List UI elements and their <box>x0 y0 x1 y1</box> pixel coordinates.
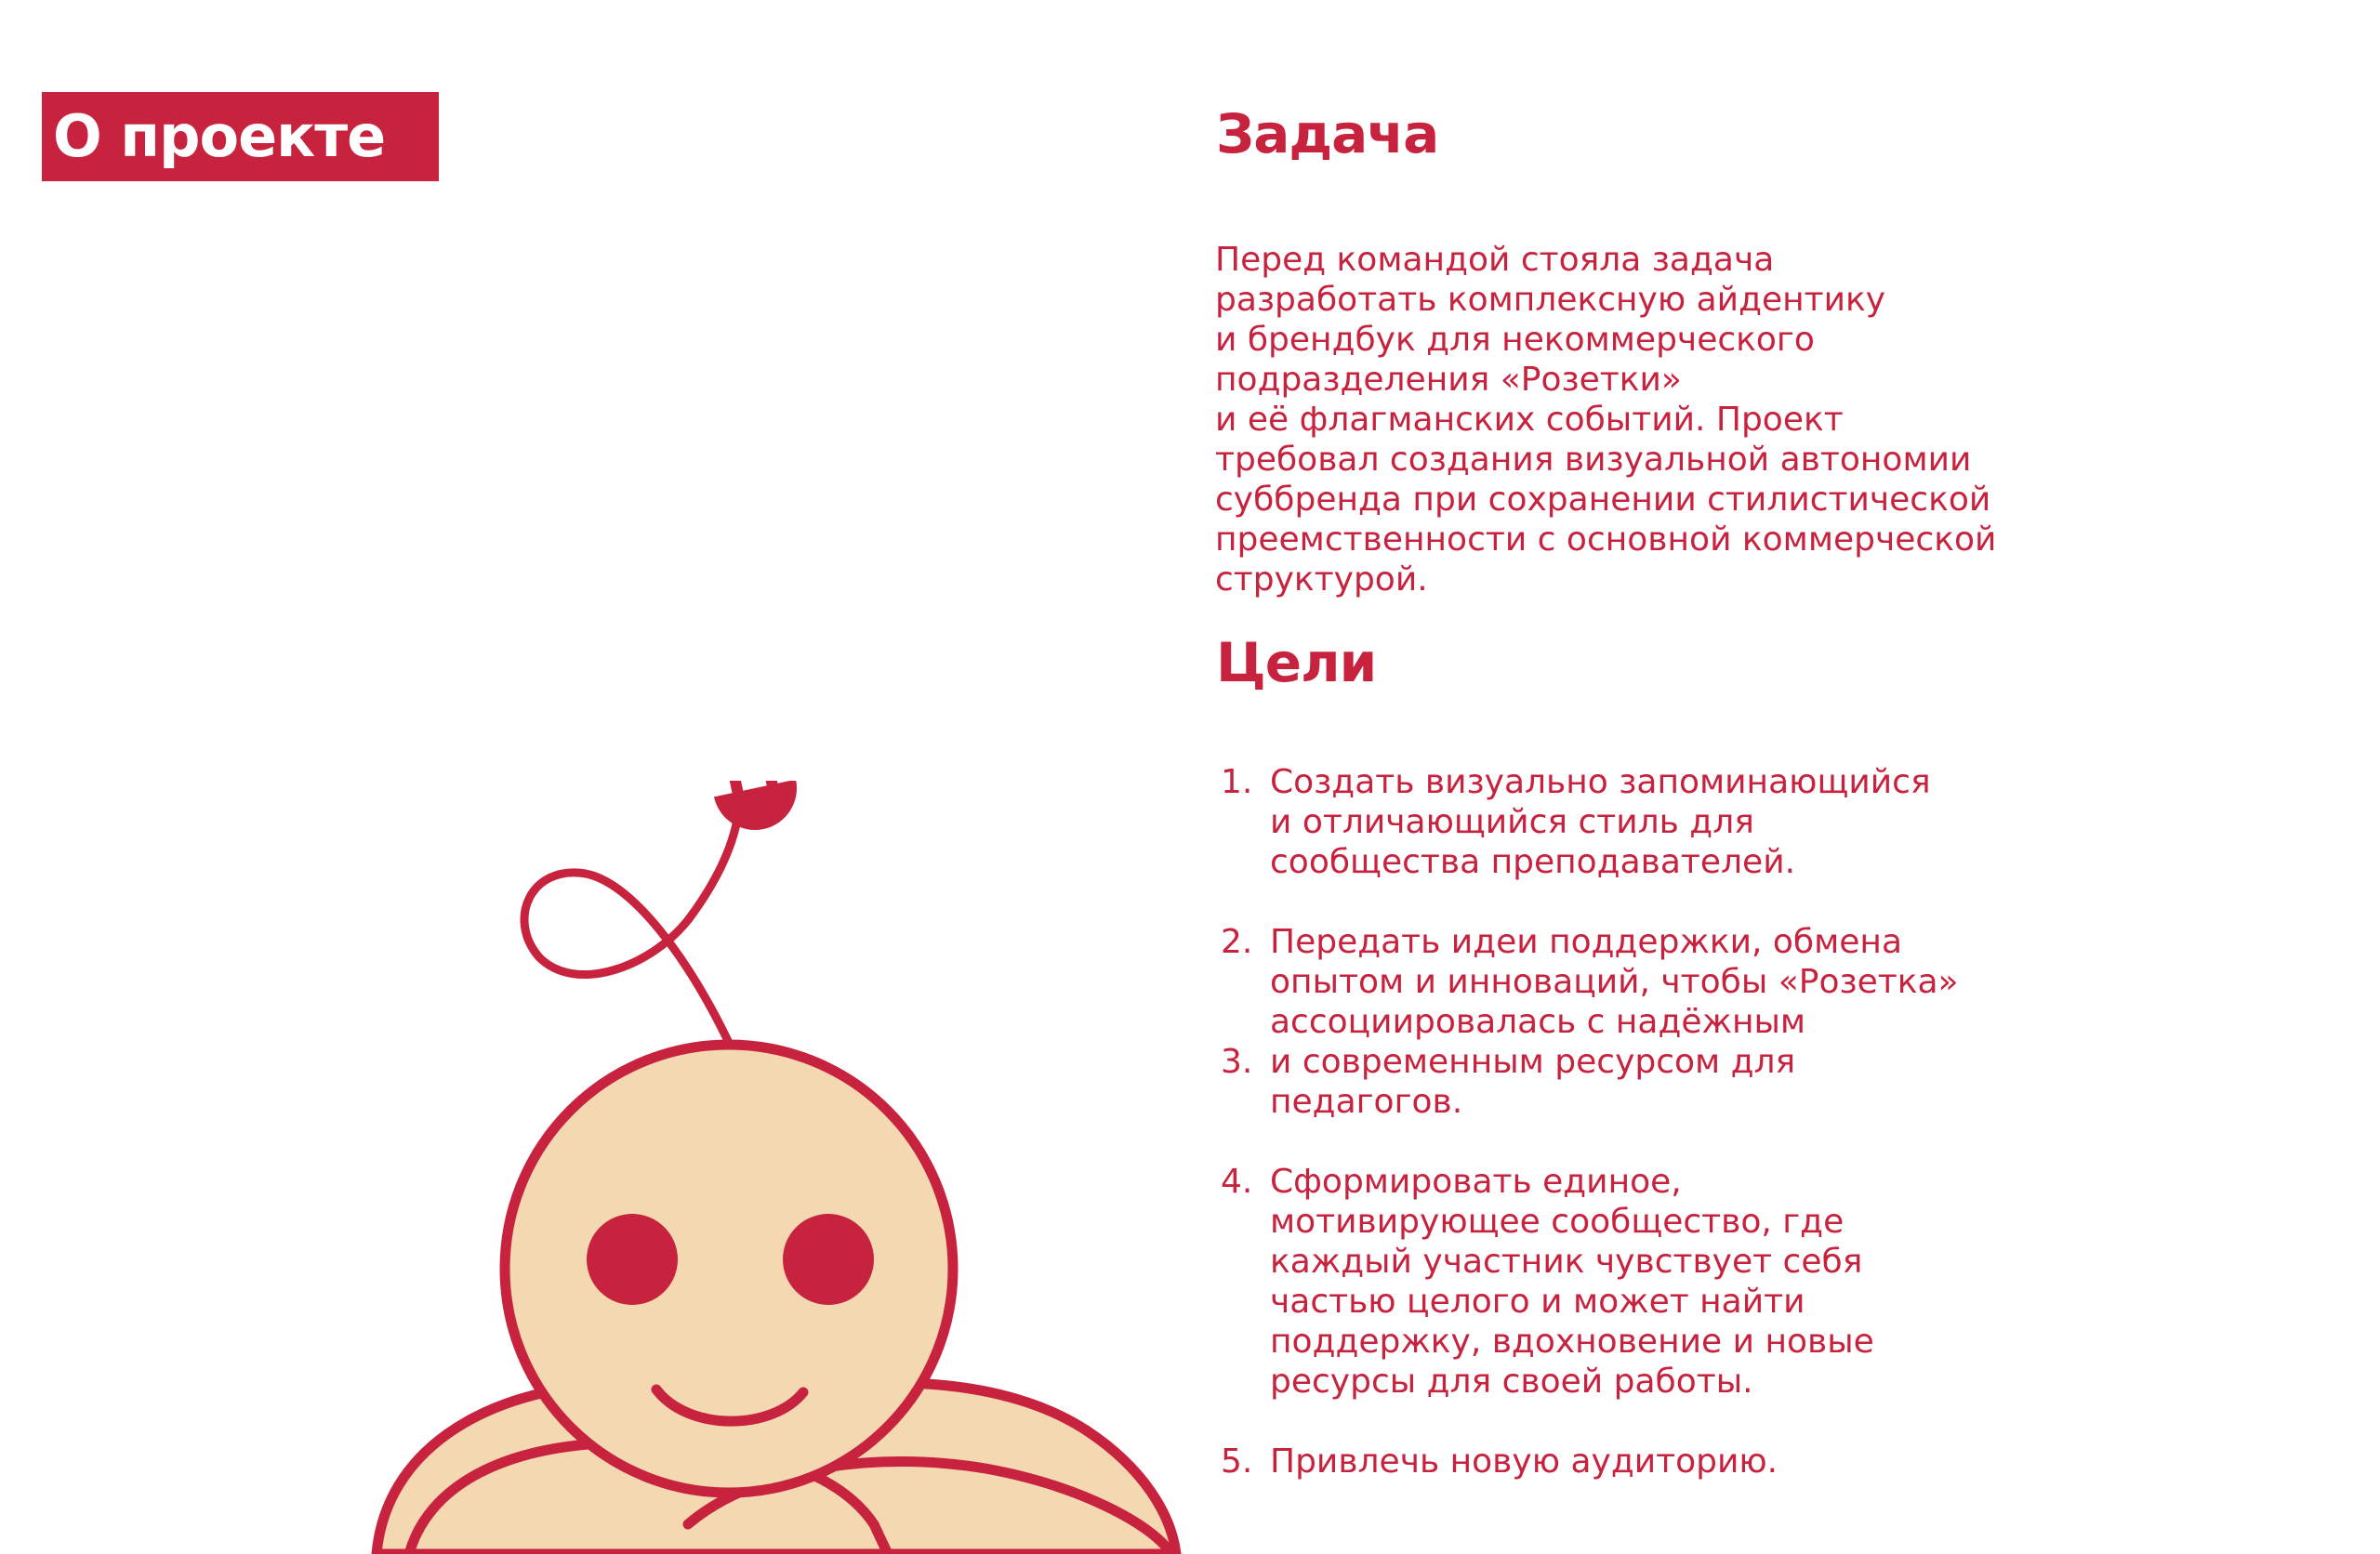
mascot-eye-left <box>587 1214 678 1305</box>
task-heading: Задача <box>1216 102 1439 165</box>
goal-number: 3. <box>1221 1043 1253 1081</box>
goal-line <box>1221 1042 2331 1082</box>
goal-line: Создать визуально запоминающийся <box>1270 763 1931 801</box>
goal-number: 2. <box>1221 923 1253 961</box>
task-description <box>1215 240 2331 599</box>
mascot-cord <box>524 809 739 1045</box>
section-badge: О проекте <box>42 92 439 181</box>
goal-line: каждый участник чувствует себя <box>1270 1243 1863 1281</box>
task-line: суббренда при сохранении стилистической <box>1215 481 1991 519</box>
goal-number: 5. <box>1221 1442 1253 1481</box>
goal-number: 4. <box>1221 1163 1253 1201</box>
goal-line-text: и современным ресурсом для <box>1270 1043 1796 1081</box>
goal-item <box>1215 1442 2331 1482</box>
task-line: и брендбук для некоммерческого <box>1215 321 1815 359</box>
goal-line: ассоциировалась с надёжным <box>1270 1003 1806 1041</box>
task-line: требовал создания визуальной автономии <box>1215 441 1972 479</box>
goal-line: и отличающийся стиль для <box>1270 803 1754 841</box>
goal-line: частью целого и может найти <box>1270 1283 1805 1321</box>
plug-icon <box>708 781 805 837</box>
goal-line: Сформировать единое, <box>1270 1163 1682 1201</box>
mascot-eye-right <box>783 1214 874 1305</box>
task-line: и её флагманских событий. Проект <box>1215 401 1844 439</box>
goal-line: опытом и инноваций, чтобы «Розетка» <box>1270 963 1959 1001</box>
task-line: преемственности с основной коммерческой <box>1215 520 1997 559</box>
goal-item <box>1215 922 2331 1122</box>
task-line: разработать комплексную айдентику <box>1215 281 1886 319</box>
task-line: подразделения «Розетки» <box>1215 361 1682 399</box>
goal-line: мотивирующее сообщество, где <box>1270 1203 1844 1241</box>
goal-line: Привлечь новую аудиторию. <box>1270 1442 1778 1481</box>
goal-line: ресурсы для своей работы. <box>1270 1363 1753 1401</box>
task-line: Перед командой стояла задача <box>1215 241 1775 279</box>
task-line: структурой. <box>1215 560 1428 599</box>
goal-item <box>1215 762 2331 882</box>
plug-mascot-illustration <box>353 781 1190 1554</box>
goal-line: педагогов. <box>1270 1083 1463 1121</box>
goal-item <box>1215 1162 2331 1402</box>
goals-list <box>1215 762 2331 1521</box>
goal-line: Передать идеи поддержки, обмена <box>1270 923 1903 961</box>
goals-heading: Цели <box>1216 631 1377 694</box>
goal-line: сообщества преподавателей. <box>1270 843 1796 881</box>
goal-line: поддержку, вдохновение и новые <box>1270 1323 1874 1361</box>
goal-number: 1. <box>1221 763 1253 801</box>
